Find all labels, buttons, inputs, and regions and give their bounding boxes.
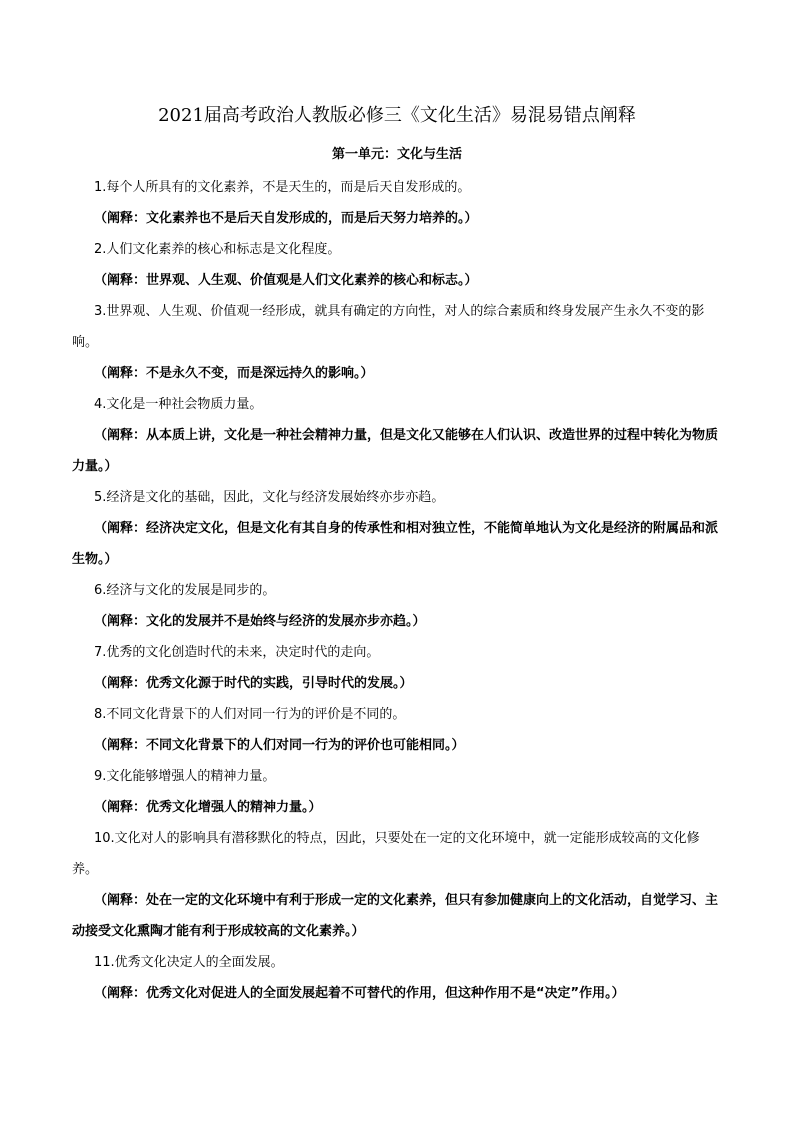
explanation-11: （阐释：优秀文化对促进人的全面发展起着不可替代的作用，但这种作用不是“决定”作用。） (94, 986, 625, 1001)
explanation-2: （阐释：世界观、人生观、价值观是人们文化素养的核心和标志。） (94, 273, 478, 288)
statement-1: 1.每个人所具有的文化素养，不是天生的，而是后天自发形成的。 (94, 180, 471, 195)
statement-8: 8.不同文化背景下的人们对同一行为的评价是不同的。 (94, 707, 406, 722)
statement-10: 10.文化对人的影响具有潜移默化的特点，因此，只要处在一定的文化环境中，就一定能形成较高的文化修养。 (72, 831, 700, 877)
explanation-4: （阐释：从本质上讲，文化是一种社会精神力量，但是文化又能够在人们认识、改造世界的过程中转化为物质力量。） (72, 428, 719, 474)
document-title: 2021届高考政治人教版必修三《文化生活》易混易错点阐释 (158, 105, 636, 126)
explanation-9: （阐释：优秀文化增强人的精神力量。） (94, 800, 322, 815)
statement-2: 2.人们文化素养的核心和标志是文化程度。 (94, 242, 341, 257)
unit-title: 第一单元：文化与生活 (331, 147, 462, 162)
explanation-5: （阐释：经济决定文化，但是文化有其自身的传承性和相对独立性，不能简单地认为文化是经济的附属品和派生物。） (72, 521, 719, 567)
explanation-8: （阐释：不同文化背景下的人们对同一行为的评价也可能相同。） (94, 738, 465, 753)
explanation-7: （阐释：优秀文化源于时代的实践，引导时代的发展。） (94, 676, 413, 691)
statement-7: 7.优秀的文化创造时代的未来，决定时代的走向。 (94, 645, 380, 660)
statement-4: 4.文化是一种社会物质力量。 (94, 397, 263, 412)
explanation-3: （阐释：不是永久不变，而是深远持久的影响。） (94, 366, 374, 381)
statement-3: 3.世界观、人生观、价值观一经形成，就具有确定的方向性，对人的综合素质和终身发展产生永久不变的影响。 (72, 304, 705, 350)
item-list (72, 172, 724, 1009)
statement-6: 6.经济与文化的发展是同步的。 (94, 583, 276, 598)
statement-5: 5.经济是文化的基础，因此，文化与经济发展始终亦步亦趋。 (94, 490, 445, 505)
explanation-1: （阐释：文化素养也不是后天自发形成的，而是后天努力培养的。） (94, 211, 478, 226)
statement-11: 11.优秀文化决定人的全面发展。 (94, 955, 284, 970)
explanation-10: （阐释：处在一定的文化环境中有利于形成一定的文化素养，但只有参加健康向上的文化活动，自觉学习、主动接受文化熏陶才能有利于形成较高的文化素养。） (72, 893, 719, 939)
statement-9: 9.文化能够增强人的精神力量。 (94, 769, 276, 784)
explanation-6: （阐释：文化的发展并不是始终与经济的发展亦步亦趋。） (94, 614, 426, 629)
